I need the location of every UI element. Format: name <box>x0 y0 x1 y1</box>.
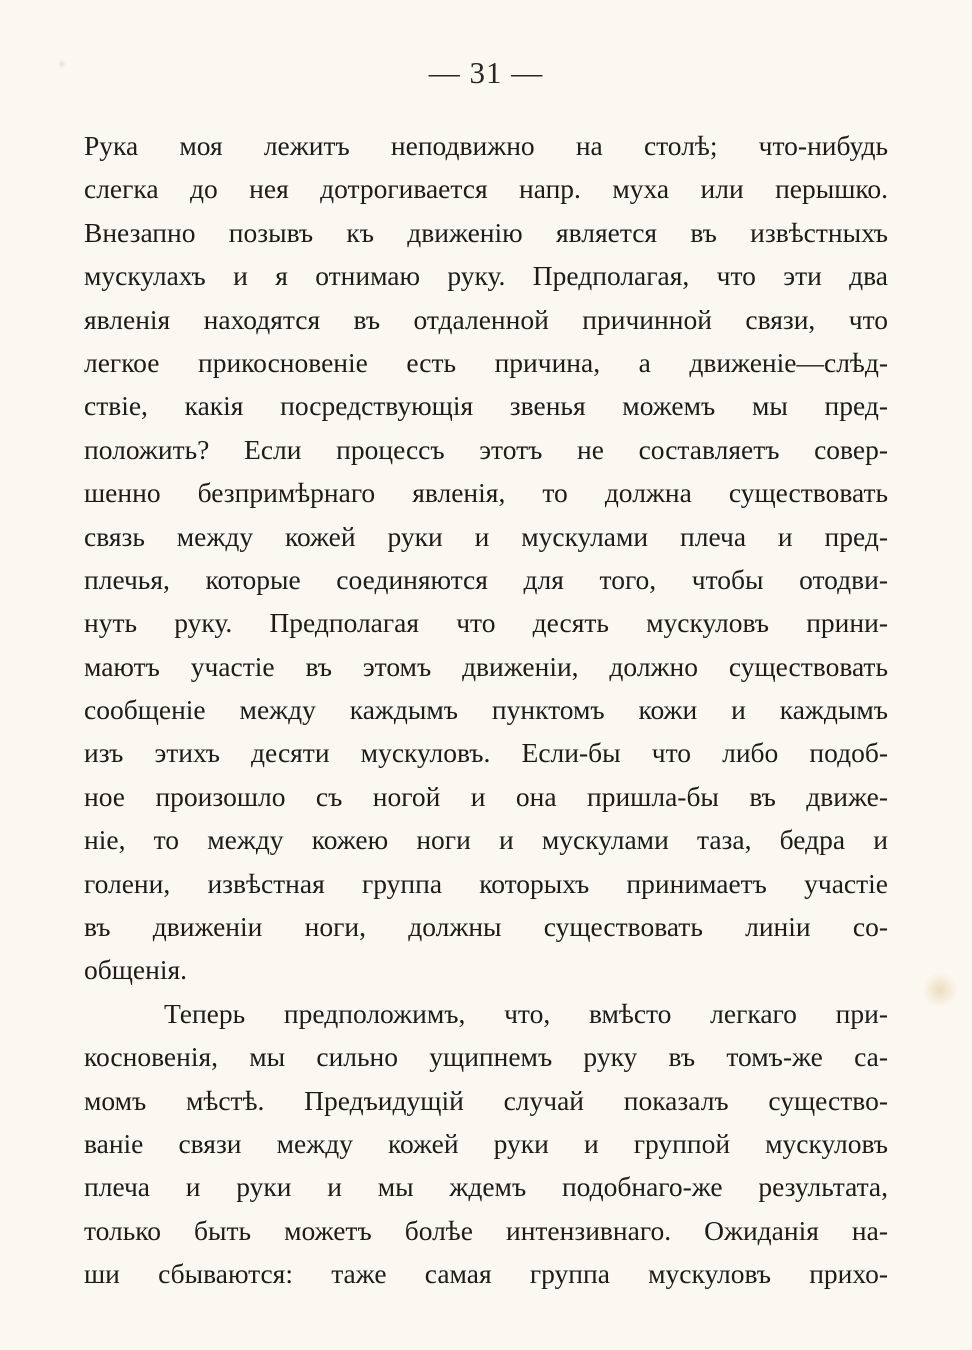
text-line: ное произошло съ ногой и она пришла-бы въ движе- <box>84 780 888 812</box>
text-line: сообщеніе между каждымъ пунктомъ кожи и каждымъ <box>84 694 888 726</box>
text-line: положить? Если процессъ этотъ не составляетъ совер- <box>84 433 888 465</box>
text-line: нуть руку. Предполагая что десять мускуловъ прини- <box>84 607 888 639</box>
text-line: общенія. <box>84 954 188 986</box>
text-line: ши сбываются: таже самая группа мускуловъ прихо- <box>84 1258 888 1290</box>
text-line: ніе, то между кожею ноги и мускулами таза, бедра и <box>84 824 888 856</box>
text-line: ствіе, какія посредствующія звенья можемъ мы пред- <box>84 390 888 422</box>
text-line: Рука моя лежитъ неподвижно на столѣ; что-нибудь <box>84 130 888 161</box>
paragraph <box>84 992 888 1296</box>
text-line: Внезапно позывъ къ движенію является въ извѣстныхъ <box>84 216 888 248</box>
text-line: явленія находятся въ отдаленной причинной связи, что <box>84 303 888 335</box>
body-text <box>84 124 888 1296</box>
text-line: шенно безпримѣрнаго явленія, то должна существовать <box>84 477 888 509</box>
text-line: только быть можетъ болѣе интензивнаго. Ожиданія на- <box>84 1214 888 1246</box>
paragraph <box>84 124 888 992</box>
text-line: слегка до нея дотрогивается напр. муха или перышко. <box>84 173 888 205</box>
foxing-stain <box>922 972 958 1008</box>
text-line: легкое прикосновеніе есть причина, а движеніе—слѣд- <box>84 346 888 378</box>
text-line: плеча и руки и мы ждемъ подобнаго-же результата, <box>84 1171 888 1203</box>
text-line: мускулахъ и я отнимаю руку. Предполагая, что эти два <box>84 260 888 292</box>
text-line: въ движеніи ноги, должны существовать линіи со- <box>84 911 888 943</box>
text-line: ваніе связи между кожей руки и группой мускуловъ <box>84 1127 888 1159</box>
text-line: момъ мѣстѣ. Предъидущій случай показалъ существо- <box>84 1084 888 1116</box>
text-line: изъ этихъ десяти мускуловъ. Если-бы что либо подоб- <box>84 737 888 769</box>
text-line: Теперь предположимъ, что, вмѣсто легкаго при- <box>164 997 888 1029</box>
text-line: маютъ участіе въ этомъ движеніи, должно существовать <box>84 650 888 682</box>
text-line: голени, извѣстная группа которыхъ принимаетъ участіе <box>84 867 888 899</box>
text-line: связь между кожей руки и мускулами плеча и пред- <box>84 520 888 552</box>
text-line: плечья, которые соединяются для того, чтобы отодви- <box>84 563 888 595</box>
page-number: — 31 — <box>428 55 544 90</box>
text-line: косновенія, мы сильно ущипнемъ руку въ томъ-же са- <box>84 1041 888 1073</box>
